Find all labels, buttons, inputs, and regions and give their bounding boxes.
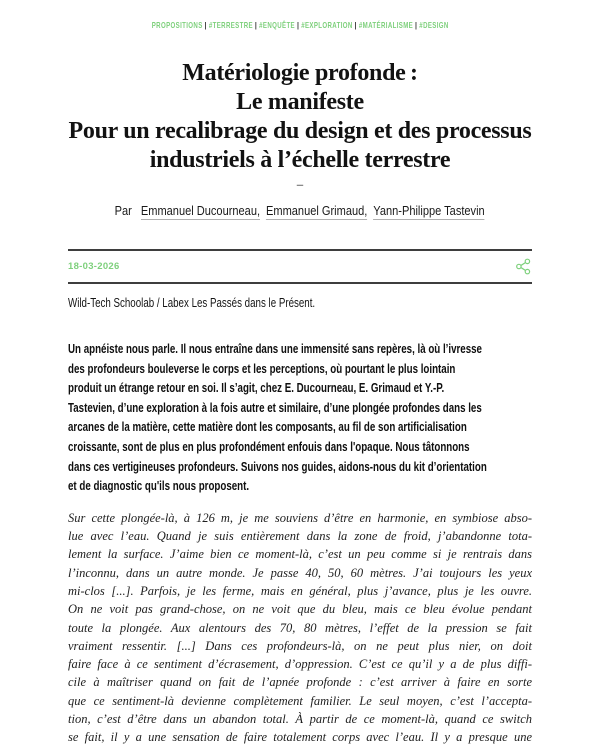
quote-line: l’inconnu, dans un autre monde. Je passe 40, 50, 60 mètres. J’ai toujours les yeux — [68, 565, 532, 580]
share-icon — [515, 258, 532, 275]
quote-line: faire face à ce sentiment d’écrasement, d’oppression. C’est ce qu’il y a de plus diffi- — [68, 657, 532, 672]
intro-paragraph — [68, 339, 532, 496]
separator: | — [352, 20, 359, 30]
quote-paragraph — [68, 509, 532, 747]
tag[interactable]: PROPOSITIONS — [151, 20, 203, 30]
title-line: Pour un recalibrage du design et des processus — [68, 118, 532, 144]
intro-line: croissante, sont de plus en plus profondément enfouis dans l'opaque. Nous tâtonnons — [68, 438, 470, 454]
title-line: Le manifeste — [236, 89, 364, 115]
separator: | — [252, 20, 259, 30]
quote-line: Sur cette plongée-là, à 126 m, je me souviens d’être en harmonie, en symbiose abso- — [68, 510, 532, 525]
title-line: industriels à l’échelle terrestre — [149, 147, 451, 173]
author-link[interactable]: Emmanuel Ducourneau, — [141, 203, 261, 218]
quote-line: lement la surface. J’aime bien ce moment-là, c’est un peu comme si je rentrais dans — [68, 547, 532, 562]
tag[interactable]: #TERRESTRE — [208, 20, 253, 30]
article-body — [68, 249, 532, 747]
quote-line: se fait, il y a une sensation de faire totalement corps avec l’eau. Il y a presque une — [68, 730, 532, 745]
quote-line: vraiment ressentir. [...] Dans ces profondeurs-là, on ne peut plus nier, on doit — [68, 638, 532, 653]
category-tags — [0, 15, 600, 33]
article-title — [0, 59, 600, 175]
author-link[interactable]: Yann-Philippe Tastevin — [373, 203, 486, 218]
separator: | — [412, 20, 420, 30]
intro-line: dans ces vertigineuses profondeurs. Suivons nos guides, aidons-nous du kit d’orientation — [68, 458, 487, 474]
intro-line: Un apnéiste nous parle. Il nous entraîne dans une immensité sans repères, là où l’ivresse — [68, 341, 482, 356]
title-divider-dash: – — [296, 177, 304, 192]
credit-line — [68, 294, 532, 312]
quote-line: tion, c’est d’être dans un abandon total. À partir de ce moment-là, quand ce switch — [68, 712, 532, 727]
author-link[interactable]: Emmanuel Grimaud, — [266, 203, 368, 218]
quote-line: lue avec l’eau. Quand je suis entièrement dans la zone de froid, j’abandonne tota- — [68, 529, 532, 544]
category-tags-list — [152, 20, 449, 30]
publication-date: 18-03-2026 — [68, 261, 120, 272]
share-button[interactable] — [515, 258, 532, 275]
quote-line: que ce sentiment-là devienne complètement familier. Le seul moyen, c’est l’accepta- — [68, 693, 532, 708]
quote-line: toute la plongée. Aux alentours des 70, 80 mètres, l’effet de la pression se fait — [68, 620, 532, 635]
quote-line: On ne voit pas grand-chose, on ne voit que du bleu, mais ce bleu évolue pendant — [68, 602, 532, 617]
quote-line: cile à maîtriser quand on fait de l’apnée profonde : c’est arriver à faire en sorte — [68, 675, 532, 690]
title-line: Matériologie profonde : — [182, 60, 418, 86]
intro-line: Tastevien, d’une exploration à la fois autre et similaire, d’une plongée profondes dans les — [68, 399, 482, 415]
byline — [0, 203, 600, 219]
tag[interactable]: #DESIGN — [419, 20, 449, 30]
author-list — [132, 203, 485, 218]
intro-line: arcanes de la matière, cette matière dont les composants, au fil de son artificialisation — [68, 419, 467, 435]
intro-line: et de diagnostic qu'ils nous proposent. — [68, 478, 250, 494]
tag[interactable]: #ENQUÊTE — [258, 20, 295, 30]
intro-line: produit un étrange retour en soi. Il s’agit, chez E. Ducourneau, E. Grimaud et Y.-P. — [68, 380, 445, 396]
separator: | — [202, 20, 209, 30]
tag[interactable]: #EXPLORATION — [300, 20, 353, 30]
byline-prefix: Par — [114, 203, 133, 218]
tag[interactable]: #MATÉRIALISME — [358, 20, 413, 30]
intro-line: des profondeurs bouleverse le corps et les perceptions, où pourtant le plus lointain — [68, 360, 456, 376]
separator: | — [294, 20, 301, 30]
credit-text: Wild-Tech Schoolab / Labex Les Passés dans le Présent. — [68, 296, 316, 310]
meta-row — [68, 249, 532, 284]
quote-line: mi-clos [...]. Parfois, je les ferme, mais en général, plus j’avance, plus je les ouvre. — [68, 583, 532, 598]
